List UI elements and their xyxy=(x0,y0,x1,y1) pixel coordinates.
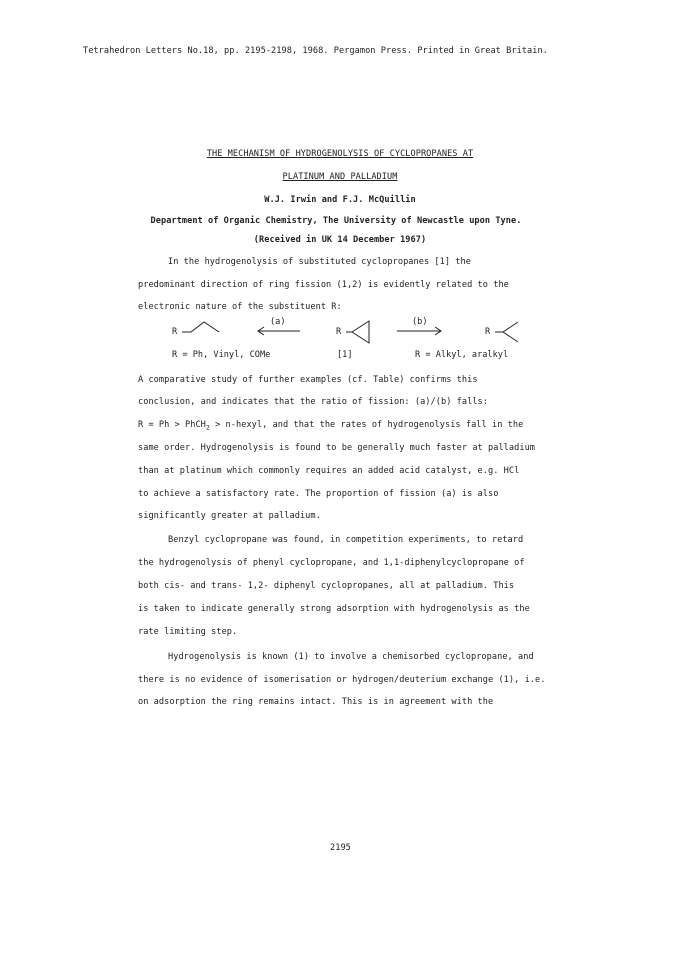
article-title-line-1: THE MECHANISM OF HYDROGENOLYSIS OF CYCLOPROPANES AT xyxy=(206,149,474,159)
paragraph-1-line-2: predominant direction of ring fission (1,2) is evidently related to the xyxy=(138,280,509,290)
arrow-a-label: (a) xyxy=(270,317,286,327)
ratio-order-end: > n-hexyl, and that the rates of hydrogenolysis fall in the xyxy=(209,420,524,430)
paragraph-4-line-1: Hydrogenolysis is known (1) to involve a chemisorbed cyclopropane, and xyxy=(168,652,534,662)
paragraph-2-line-6: to achieve a satisfactory rate. The proportion of fission (a) is also xyxy=(138,489,499,499)
paragraph-2-line-7: significantly greater at palladium. xyxy=(138,511,321,521)
page-number: 2195 xyxy=(330,843,351,853)
right-caption: R = Alkyl, aralkyl xyxy=(415,350,509,360)
paragraph-3-line-1: Benzyl cyclopropane was found, in competition experiments, to retard xyxy=(168,535,524,545)
ch2-subscript: 2 xyxy=(205,423,210,432)
running-head: Tetrahedron Letters No.18, pp. 2195-2198, 1968. Pergamon Press. Printed in Great Britain. xyxy=(83,46,548,56)
paragraph-3-line-3: both cis- and trans- 1,2- diphenyl cyclopropanes, all at palladium. This xyxy=(138,581,515,591)
arrow-b-label: (b) xyxy=(412,317,428,327)
paragraph-4-line-2: there is no evidence of isomerisation or hydrogen/deuterium exchange (1), i.e. xyxy=(138,675,546,685)
paragraph-3-line-5: rate limiting step. xyxy=(138,627,238,637)
authors: W.J. Irwin and F.J. McQuillin xyxy=(264,195,416,205)
received-date: (Received in UK 14 December 1967) xyxy=(253,235,427,245)
paragraph-2-line-2: conclusion, and indicates that the ratio of fission: (a)/(b) falls: xyxy=(138,397,488,407)
paragraph-2-line-1: A comparative study of further examples (cf. Table) confirms this xyxy=(138,375,478,385)
left-caption: R = Ph, Vinyl, COMe xyxy=(172,350,271,360)
center-caption: [1] xyxy=(337,350,353,360)
paragraph-3-line-2: the hydrogenolysis of phenyl cyclopropane, and 1,1-diphenylcyclopropane of xyxy=(138,558,525,568)
affiliation: Department of Organic Chemistry, The University of Newcastle upon Tyne. xyxy=(150,216,522,226)
left-product-chain xyxy=(182,322,219,332)
paragraph-1-line-3: electronic nature of the substituent R: xyxy=(138,302,342,312)
paragraph-1-line-1: In the hydrogenolysis of substituted cyclopropanes [1] the xyxy=(168,257,471,267)
cyclopropane-R: R xyxy=(336,327,342,337)
paragraph-2-line-4: same order. Hydrogenolysis is found to be generally much faster at palladium xyxy=(138,443,536,453)
ratio-order-start: R = Ph > PhCH xyxy=(138,420,206,430)
left-product-R: R xyxy=(172,327,178,337)
right-product-R: R xyxy=(485,327,491,337)
right-product-branch-down xyxy=(503,332,518,342)
cyclopropane-ring xyxy=(352,321,369,343)
paragraph-3-line-4: is taken to indicate generally strong adsorption with hydrogenolysis as the xyxy=(138,604,530,614)
right-product-branch-up xyxy=(503,322,518,332)
paragraph-2-line-5: than at platinum which commonly requires an added acid catalyst, e.g. HCl xyxy=(138,466,520,476)
article-title-line-2: PLATINUM AND PALLADIUM xyxy=(282,172,398,182)
paragraph-4-line-3: on adsorption the ring remains intact. This is in agreement with the xyxy=(138,697,494,707)
paragraph-2-line-3 xyxy=(138,420,523,434)
